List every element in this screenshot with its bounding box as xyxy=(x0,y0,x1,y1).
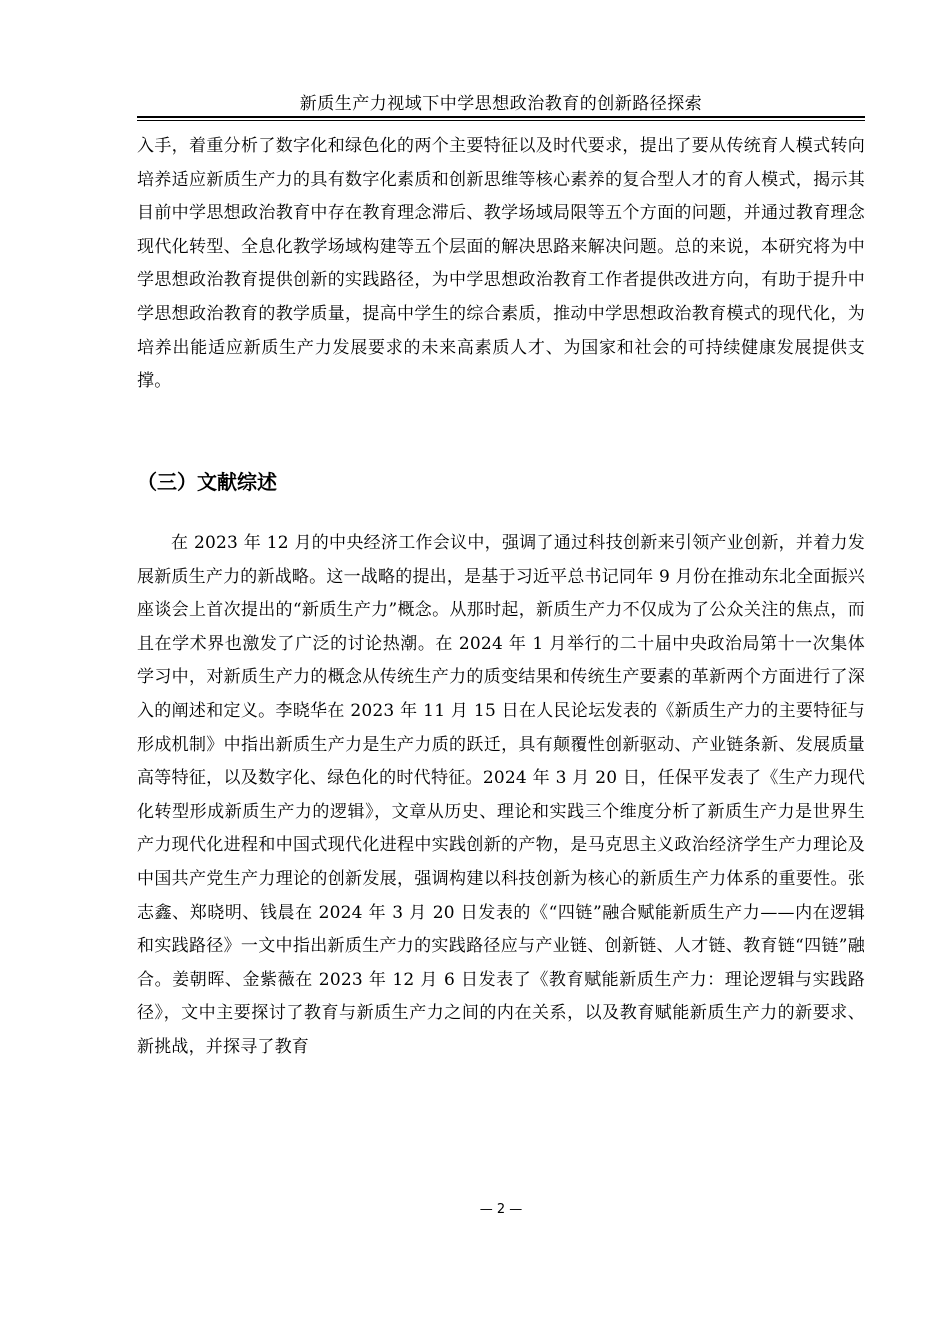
body-paragraph-literature-review: 在 2023 年 12 月的中央经济工作会议中，强调了通过科技创新来引领产业创新，并着力发展新质生产力的新战略。这一战略的提出，是基于习近平总书记同年 9 月份在推动东北全面振兴座谈会上首次提出的“新质生产力”概念。从那时起，新质生产力不仅成为了公众关注的焦点，而且在学术界也激发了广泛的讨论热潮。在 2024 年 1 月举行的二十届中央政治局第十一次集体学习中，对新质生产力的概念从传统生产力的质变结果和传统生产要素的革新两个方面进行了深入的阐述和定义。李晓华在 2023 年 11 月 15 日在人民论坛发表的《新质生产力的主要特征与形成机制》中指出新质生产力是生产力质的跃迁，具有颠覆性创新驱动、产业链条新、发展质量高等特征，以及数字化、绿色化的时代特征。2024 年 3 月 20 日，任保平发表了《生产力现代化转型形成新质生产力的逻辑》，文章从历史、理论和实践三个维度分析了新质生产力是世界生产力现代化进程和中国式现代化进程中实践创新的产物，是马克思主义政治经济学生产力理论及中国共产党生产力理论的创新发展，强调构建以科技创新为核心的新质生产力体系的重要性。张志鑫、郑晓明、钱晨在 2024 年 3 月 20 日发表的《“四链”融合赋能新质生产力——内在逻辑和实践路径》一文中指出新质生产力的实践路径应与产业链、创新链、人才链、教育链“四链”融合。姜朝晖、金紫薇在 2023 年 12 月 6 日发表了《教育赋能新质生产力：理论逻辑与实践路径》，文中主要探讨了教育与新质生产力之间的内在关系，以及教育赋能新质生产力的新要求、新挑战，并探寻了教育 xyxy=(137,533,865,1057)
running-header-title: 新质生产力视域下中学思想政治教育的创新路径探索 xyxy=(299,94,703,114)
section-heading: （三）文献综述 xyxy=(137,470,277,494)
header-rule-thick xyxy=(137,116,865,118)
header-rule-thin xyxy=(137,120,865,121)
body-paragraph: 入手，着重分析了数字化和绿色化的两个主要特征以及时代要求，提出了要从传统育人模式转向培养适应新质生产力的具有数字化素质和创新思维等核心素养的复合型人才的育人模式，揭示其目前中学思想政治教育中存在教育理念滞后、教学场域局限等五个方面的问题，并通过教育理念现代化转型、全息化教学场域构建等五个层面的解决思路来解决问题。总的来说，本研究将为中学思想政治教育提供创新的实践路径，为中学思想政治教育工作者提供改进方向，有助于提升中学思想政治教育的教学质量，提高中学生的综合素质，推动中学思想政治教育模式的现代化，为培养出能适应新质生产力发展要求的未来高素质人才、为国家和社会的可持续健康发展提供支撑。 xyxy=(137,136,865,392)
page-number: — 2 — xyxy=(479,1202,523,1217)
